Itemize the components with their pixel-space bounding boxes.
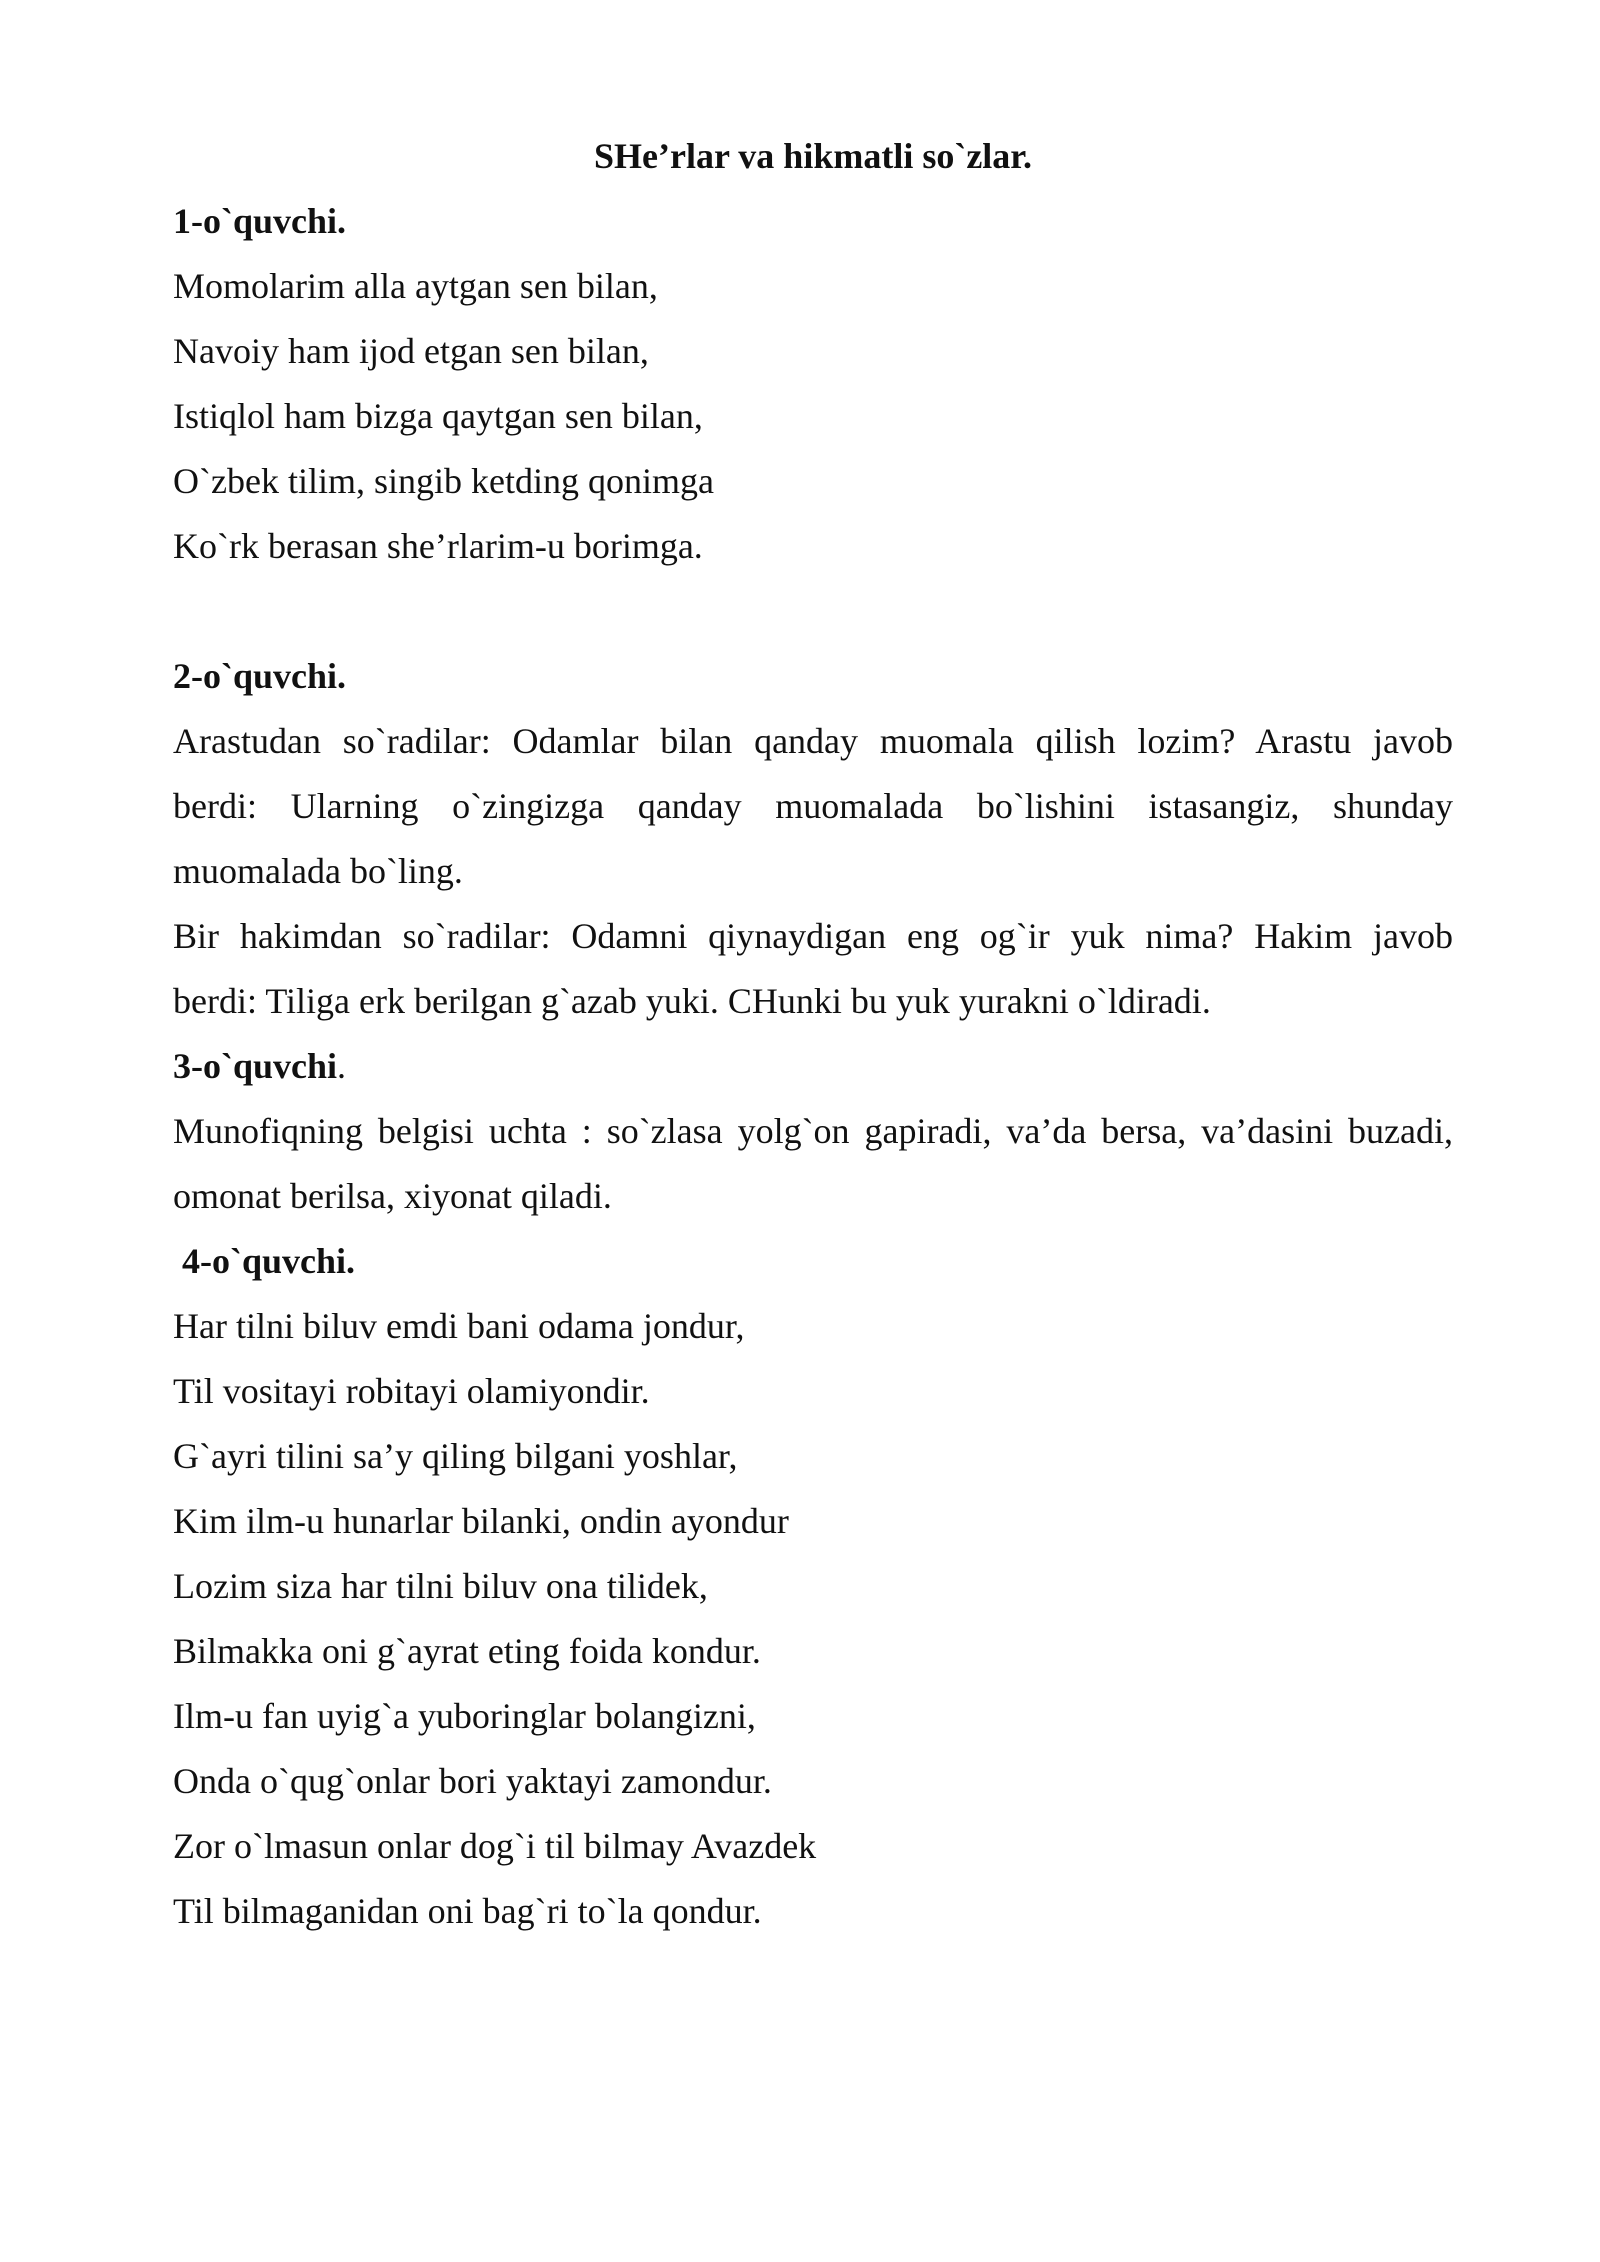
poem-line: Onda o`qug`onlar bori yaktayi zamondur. xyxy=(173,1761,772,1801)
poem-line: Ilm-u fan uyig`a yuboringlar bolangizni, xyxy=(173,1696,756,1736)
paragraph-line: Munofiqning belgisi uchta : so`zlasa yolg`on gapiradi, va’da bersa, va’dasini buzadi, xyxy=(173,1111,1453,1151)
poem-line: Til vositayi robitayi olamiyondir. xyxy=(173,1371,650,1411)
paragraph-line: Bir hakimdan so`radilar: Odamni qiynaydigan eng og`ir yuk nima? Hakim javob xyxy=(173,916,1453,956)
section-4-heading: 4-o`quvchi. xyxy=(173,1241,356,1281)
paragraph-line: Arastudan so`radilar: Odamlar bilan qanday muomala qilish lozim? Arastu javob xyxy=(173,721,1453,761)
section-3-heading-period: . xyxy=(337,1046,347,1086)
paragraph-line: berdi: Ularning o`zingizga qanday muomalada bo`lishini istasangiz, shunday xyxy=(173,786,1453,826)
poem-line: G`ayri tilini sa’y qiling bilgani yoshlar, xyxy=(173,1436,738,1476)
poem-line: Har tilni biluv emdi bani odama jondur, xyxy=(173,1306,745,1346)
poem-line: Zor o`lmasun onlar dog`i til bilmay Avazdek xyxy=(173,1826,817,1866)
paragraph-line: muomalada bo`ling. xyxy=(173,851,463,891)
poem-line: Istiqlol ham bizga qaytgan sen bilan, xyxy=(173,396,703,436)
poem-line: Navoiy ham ijod etgan sen bilan, xyxy=(173,331,649,371)
poem-line: Til bilmaganidan oni bag`ri to`la qondur. xyxy=(173,1891,762,1931)
paragraph-line: omonat berilsa, xiyonat qiladi. xyxy=(173,1176,612,1216)
poem-line: Kim ilm-u hunarlar bilanki, ondin ayondur xyxy=(173,1501,789,1541)
poem-line: Lozim siza har tilni biluv ona tilidek, xyxy=(173,1566,708,1606)
paragraph-line: berdi: Tiliga erk berilgan g`azab yuki. CHunki bu yuk yurakni o`ldiradi. xyxy=(173,981,1211,1021)
poem-line: O`zbek tilim, singib ketding qonimga xyxy=(173,461,714,501)
poem-line: Bilmakka oni g`ayrat eting foida kondur. xyxy=(173,1631,761,1671)
poem-line: Momolarim alla aytgan sen bilan, xyxy=(173,266,658,306)
section-2-heading: 2-o`quvchi. xyxy=(173,656,347,696)
poem-line: Ko`rk berasan she’rlarim-u borimga. xyxy=(173,526,703,566)
section-3-heading: 3-o`quvchi xyxy=(173,1046,338,1086)
section-3-heading-row xyxy=(173,1043,346,1089)
document-title: SHe’rlar va hikmatli so`zlar. xyxy=(594,136,1032,176)
section-1-heading: 1-o`quvchi. xyxy=(173,201,347,241)
